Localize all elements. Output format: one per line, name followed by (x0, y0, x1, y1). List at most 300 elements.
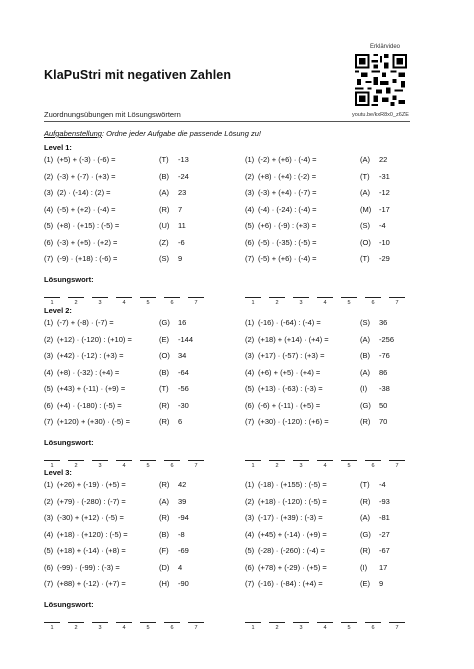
task-number: (4) (44, 367, 54, 377)
answer-letter: (A) (159, 496, 169, 506)
answer-value: -38 (379, 384, 390, 393)
task-row (44, 384, 234, 396)
task-expression: (-30) + (+12) · (-5) = (57, 513, 124, 522)
blank-number: 1 (251, 462, 255, 469)
blank-number: 4 (323, 624, 327, 631)
instruction (44, 129, 261, 138)
task-expression: (+88) + (-12) · (+7) = (57, 579, 126, 588)
answer-letter: (O) (360, 237, 371, 247)
answer-letter: (T) (360, 171, 370, 181)
answer-value: -6 (178, 237, 185, 247)
answer-blank[interactable] (245, 622, 261, 623)
answer-blank[interactable] (245, 460, 261, 461)
task-row (245, 497, 435, 509)
answer-letter: (T) (159, 155, 169, 164)
blank-number: 1 (50, 299, 54, 306)
blank-number: 7 (194, 462, 198, 469)
blank-number: 1 (50, 462, 54, 469)
task-expression: (+18) · (-120) : (-5) = (258, 496, 327, 506)
task-number: (6) (245, 237, 255, 247)
blank-number: 2 (275, 299, 279, 306)
answer-value: -24 (178, 171, 189, 181)
loesungswort-label: Lösungswort: (44, 599, 94, 609)
task-row (44, 530, 234, 542)
task-number: (1) (44, 480, 54, 489)
task-expression: (+30) · (-120) : (+6) = (258, 417, 329, 426)
blank-number: 5 (146, 462, 150, 469)
answer-blank[interactable] (245, 297, 261, 298)
task-number: (7) (245, 417, 255, 426)
answer-letter: (G) (159, 318, 170, 327)
task-number: (6) (245, 562, 255, 572)
answer-blank[interactable] (92, 460, 108, 461)
video-label: Erklärvideo (369, 44, 400, 50)
task-number: (7) (44, 579, 54, 588)
task-expression: (+8) · (+15) : (-5) = (57, 221, 120, 230)
answer-value: -69 (178, 546, 189, 555)
answer-blank[interactable] (164, 460, 180, 461)
answer-blank[interactable] (341, 622, 357, 623)
level-title: Level 2: (44, 306, 72, 315)
level-title: Level 1: (44, 143, 72, 152)
answer-letter: (E) (360, 579, 370, 588)
task-row (245, 384, 435, 396)
task-expression: (+26) + (-19) · (+5) = (57, 480, 126, 489)
blank-number: 2 (275, 624, 279, 631)
answer-value: -64 (178, 367, 189, 377)
task-number: (1) (44, 318, 54, 327)
task-expression: (-28) · (-260) : (-4) = (258, 546, 325, 555)
answer-letter: (B) (159, 529, 169, 539)
task-row (44, 172, 234, 184)
answer-value: 23 (178, 188, 187, 197)
task-expression: (+13) · (-63) : (-3) = (258, 384, 323, 393)
answer-blank[interactable] (68, 460, 84, 461)
answer-blank[interactable] (140, 622, 156, 623)
answer-blank[interactable] (293, 460, 309, 461)
task-row (245, 351, 435, 363)
task-row (44, 188, 234, 200)
task-row (245, 221, 435, 233)
answer-value: 6 (178, 417, 183, 426)
answer-value: 36 (379, 318, 388, 327)
task-expression: (-3) + (+4) · (-7) = (258, 188, 317, 197)
task-number: (4) (44, 529, 54, 539)
blank-number: 5 (347, 624, 351, 631)
answer-blank[interactable] (188, 622, 204, 623)
answer-value: 34 (178, 351, 187, 360)
task-number: (3) (245, 513, 255, 522)
task-row (245, 546, 435, 558)
task-expression: (-5) · (-35) : (-5) = (258, 237, 317, 247)
answer-letter: (A) (360, 513, 370, 522)
task-row (44, 417, 234, 429)
answer-letter: (R) (159, 513, 170, 522)
task-row (245, 318, 435, 330)
blank-number: 3 (98, 624, 102, 631)
task-expression: (+45) + (-14) · (+9) = (258, 529, 327, 539)
answer-blank[interactable] (92, 297, 108, 298)
blank-number: 4 (323, 299, 327, 306)
task-number: (2) (44, 171, 54, 181)
answer-value: -4 (379, 221, 386, 230)
answer-letter: (O) (159, 351, 170, 360)
answer-letter: (B) (159, 367, 169, 377)
answer-value: -94 (178, 513, 189, 522)
task-row (245, 335, 435, 347)
answer-letter: (R) (360, 546, 371, 555)
task-number: (3) (245, 351, 255, 360)
answer-letter: (I) (360, 384, 368, 393)
task-row (44, 546, 234, 558)
answer-value: 50 (379, 400, 388, 410)
task-number: (2) (245, 496, 255, 506)
answer-value: -90 (178, 579, 189, 588)
answer-letter: (G) (360, 529, 371, 539)
task-expression: (+6) · (-9) : (+3) = (258, 221, 317, 230)
answer-blank[interactable] (389, 297, 405, 298)
task-number: (6) (44, 237, 54, 247)
task-expression: (-6) + (-11) · (+5) = (258, 400, 321, 410)
blank-number: 5 (146, 624, 150, 631)
blank-number: 6 (170, 299, 174, 306)
answer-value: -12 (379, 188, 390, 197)
answer-value: -29 (379, 254, 390, 263)
answer-blank[interactable] (317, 622, 333, 623)
task-number: (2) (44, 334, 54, 344)
task-number: (5) (44, 546, 54, 555)
blank-number: 7 (395, 462, 399, 469)
task-row (245, 480, 435, 492)
answer-blank[interactable] (365, 297, 381, 298)
task-expression: (+4) · (-180) : (-5) = (57, 400, 122, 410)
header-divider (44, 121, 410, 122)
blank-number: 2 (74, 299, 78, 306)
answer-value: -27 (379, 529, 390, 539)
answer-value: -30 (178, 400, 189, 410)
video-url[interactable]: youtu.be/kxR8x0_z6ZE (352, 112, 409, 118)
task-expression: (-17) · (+39) : (-3) = (258, 513, 323, 522)
task-number: (7) (245, 579, 255, 588)
blank-number: 1 (251, 624, 255, 631)
task-number: (4) (245, 529, 255, 539)
answer-value: -17 (379, 204, 390, 214)
task-expression: (-99) · (-99) : (-3) = (57, 562, 120, 572)
task-expression: (-5) + (+6) · (-4) = (258, 254, 317, 263)
instruction-label: Aufgabenstellung (44, 129, 102, 138)
answer-blank[interactable] (188, 460, 204, 461)
answer-letter: (H) (159, 579, 170, 588)
answer-blank[interactable] (293, 622, 309, 623)
answer-letter: (R) (159, 480, 170, 489)
blank-number: 4 (323, 462, 327, 469)
answer-value: 16 (178, 318, 187, 327)
answer-letter: (B) (159, 171, 169, 181)
answer-letter: (F) (159, 546, 169, 555)
answer-letter: (R) (360, 496, 371, 506)
answer-letter: (E) (159, 334, 169, 344)
answer-letter: (A) (360, 367, 370, 377)
answer-value: -256 (379, 334, 395, 344)
answer-blank[interactable] (269, 622, 285, 623)
answer-value: 4 (178, 562, 183, 572)
blank-number: 7 (194, 299, 198, 306)
answer-value: -93 (379, 496, 390, 506)
answer-value: -31 (379, 171, 390, 181)
task-expression: (+8) · (+4) : (-2) = (258, 171, 317, 181)
task-row (245, 205, 435, 217)
answer-blank[interactable] (389, 622, 405, 623)
task-number: (7) (44, 254, 54, 263)
answer-value: 11 (178, 221, 186, 230)
task-number: (3) (44, 351, 54, 360)
task-expression: (+18) + (+14) · (+4) = (258, 334, 329, 344)
answer-letter: (B) (360, 351, 370, 360)
answer-letter: (G) (360, 400, 371, 410)
task-expression: (-7) + (-8) · (-7) = (57, 318, 114, 327)
task-row (245, 417, 435, 429)
task-number: (7) (245, 254, 255, 263)
blank-number: 5 (347, 462, 351, 469)
task-row (245, 368, 435, 380)
blank-number: 7 (395, 299, 399, 306)
blank-number: 3 (299, 299, 303, 306)
task-row (245, 238, 435, 250)
blank-number: 5 (146, 299, 150, 306)
answer-value: 42 (178, 480, 187, 489)
task-row (245, 563, 435, 575)
answer-blank[interactable] (365, 460, 381, 461)
task-expression: (-18) · (+155) : (-5) = (258, 480, 327, 489)
task-number: (6) (245, 400, 255, 410)
answer-value: 86 (379, 367, 388, 377)
answer-blank[interactable] (44, 460, 60, 461)
task-row (245, 513, 435, 525)
answer-blank[interactable] (140, 460, 156, 461)
task-number: (1) (245, 318, 255, 327)
answer-letter: (T) (360, 254, 370, 263)
answer-blank[interactable] (68, 297, 84, 298)
task-row (44, 563, 234, 575)
answer-value: 7 (178, 204, 183, 214)
task-row (245, 172, 435, 184)
answer-blank[interactable] (293, 297, 309, 298)
answer-letter: (S) (360, 318, 370, 327)
task-expression: (+79) · (-280) : (-7) = (57, 496, 126, 506)
loesungswort-label: Lösungswort: (44, 437, 94, 447)
answer-value: -13 (178, 155, 189, 164)
answer-value: 17 (379, 562, 388, 572)
task-expression: (-16) · (-84) : (+4) = (258, 579, 323, 588)
task-expression: (+12) · (-120) : (+10) = (57, 334, 132, 344)
task-number: (3) (245, 188, 255, 197)
blank-number: 3 (299, 624, 303, 631)
answer-value: -8 (178, 529, 185, 539)
task-row (245, 254, 435, 266)
answer-blank[interactable] (341, 460, 357, 461)
task-row (44, 318, 234, 330)
task-row (44, 254, 234, 266)
task-expression: (+18) · (+120) : (-5) = (57, 529, 128, 539)
task-expression: (+120) + (+30) · (-5) = (57, 417, 130, 426)
task-row (245, 188, 435, 200)
task-row (44, 335, 234, 347)
task-expression: (-5) + (+2) · (-4) = (57, 204, 116, 214)
worksheet-subtitle: Zuordnungsübungen mit Lösungswörtern (44, 110, 181, 119)
answer-blank[interactable] (269, 460, 285, 461)
blank-number: 6 (170, 624, 174, 631)
task-row (44, 351, 234, 363)
task-expression: (2) · (-14) : (2) = (57, 188, 111, 197)
answer-blank[interactable] (116, 622, 132, 623)
answer-letter: (A) (159, 188, 169, 197)
blank-number: 7 (395, 624, 399, 631)
answer-blank[interactable] (164, 622, 180, 623)
blank-number: 3 (98, 462, 102, 469)
answer-blank[interactable] (164, 297, 180, 298)
task-number: (5) (44, 384, 54, 393)
answer-letter: (I) (360, 562, 368, 572)
answer-blank[interactable] (116, 297, 132, 298)
answer-blank[interactable] (92, 622, 108, 623)
answer-blank[interactable] (365, 622, 381, 623)
task-row (245, 530, 435, 542)
instruction-text: : Ordne jeder Aufgabe die passende Lösung zu! (101, 129, 261, 138)
level-title: Level 3: (44, 468, 72, 477)
blank-number: 2 (74, 624, 78, 631)
answer-letter: (R) (159, 417, 170, 426)
task-row (44, 238, 234, 250)
answer-letter: (Z) (159, 237, 169, 247)
task-row (245, 401, 435, 413)
answer-value: 70 (379, 417, 388, 426)
answer-blank[interactable] (44, 297, 60, 298)
task-row (44, 205, 234, 217)
task-expression: (-3) + (+5) · (+2) = (57, 237, 118, 247)
task-expression: (-4) · (-24) : (-4) = (258, 204, 317, 214)
answer-letter: (R) (159, 400, 170, 410)
answer-letter: (S) (360, 221, 370, 230)
task-number: (5) (44, 221, 54, 230)
blank-number: 5 (347, 299, 351, 306)
blank-number: 6 (371, 299, 375, 306)
answer-blank[interactable] (188, 297, 204, 298)
task-number: (3) (44, 513, 54, 522)
task-number: (4) (44, 204, 54, 214)
blank-number: 6 (371, 462, 375, 469)
blank-number: 3 (98, 299, 102, 306)
answer-value: 22 (379, 155, 388, 164)
answer-value: 39 (178, 496, 187, 506)
answer-blank[interactable] (68, 622, 84, 623)
task-row (44, 401, 234, 413)
task-number: (5) (245, 221, 255, 230)
blank-number: 3 (299, 462, 303, 469)
answer-value: -10 (379, 237, 390, 247)
answer-letter: (T) (159, 384, 169, 393)
answer-blank[interactable] (116, 460, 132, 461)
task-expression: (+5) + (-3) · (-6) = (57, 155, 116, 164)
answer-blank[interactable] (269, 297, 285, 298)
answer-letter: (M) (360, 204, 372, 214)
task-number: (5) (245, 546, 255, 555)
answer-value: 9 (178, 254, 183, 263)
task-expression: (+78) + (-29) · (+5) = (258, 562, 327, 572)
answer-letter: (A) (360, 188, 370, 197)
task-expression: (-2) + (+6) · (-4) = (258, 155, 317, 164)
loesungswort-label: Lösungswort: (44, 274, 94, 284)
answer-value: 9 (379, 579, 384, 588)
task-number: (7) (44, 417, 54, 426)
blank-number: 6 (170, 462, 174, 469)
task-expression: (+6) + (+5) · (+4) = (258, 367, 321, 377)
answer-letter: (A) (360, 155, 370, 164)
answer-letter: (R) (360, 417, 371, 426)
answer-blank[interactable] (341, 297, 357, 298)
blank-number: 1 (50, 624, 54, 631)
blank-number: 4 (122, 299, 126, 306)
answer-blank[interactable] (317, 460, 333, 461)
blank-number: 4 (122, 462, 126, 469)
task-number: (3) (44, 188, 54, 197)
task-number: (1) (245, 155, 255, 164)
task-row (44, 155, 234, 167)
answer-value: -67 (379, 546, 390, 555)
task-expression: (+43) + (-11) · (+9) = (57, 384, 126, 393)
task-number: (1) (44, 155, 54, 164)
answer-blank[interactable] (389, 460, 405, 461)
task-row (44, 368, 234, 380)
blank-number: 2 (275, 462, 279, 469)
blank-number: 4 (122, 624, 126, 631)
task-row (245, 155, 435, 167)
task-row (44, 579, 234, 591)
blank-number: 1 (251, 299, 255, 306)
answer-letter: (A) (360, 334, 370, 344)
task-number: (4) (245, 367, 255, 377)
task-expression: (+18) + (-14) · (+8) = (57, 546, 126, 555)
answer-value: -76 (379, 351, 390, 360)
answer-letter: (D) (159, 562, 170, 572)
task-row (44, 513, 234, 525)
task-number: (2) (44, 496, 54, 506)
blank-number: 7 (194, 624, 198, 631)
task-number: (2) (245, 171, 255, 181)
answer-letter: (T) (360, 480, 370, 489)
answer-blank[interactable] (317, 297, 333, 298)
task-row (44, 480, 234, 492)
answer-value: -81 (379, 513, 390, 522)
task-number: (4) (245, 204, 255, 214)
qr-code-icon[interactable] (355, 54, 407, 106)
worksheet-title: KlaPuStri mit negativen Zahlen (44, 68, 232, 82)
task-expression: (-9) · (+18) : (-6) = (57, 254, 118, 263)
answer-letter: (R) (159, 204, 170, 214)
task-row (44, 497, 234, 509)
task-number: (1) (245, 480, 255, 489)
task-expression: (+17) · (-57) : (+3) = (258, 351, 325, 360)
task-expression: (-3) + (-7) · (+3) = (57, 171, 116, 181)
task-row (44, 221, 234, 233)
answer-blank[interactable] (44, 622, 60, 623)
answer-letter: (U) (159, 221, 170, 230)
task-expression: (+42) · (-12) : (+3) = (57, 351, 124, 360)
task-expression: (+8) · (-32) : (+4) = (57, 367, 120, 377)
task-expression: (-16) · (-64) : (-4) = (258, 318, 321, 327)
answer-blank[interactable] (140, 297, 156, 298)
task-number: (6) (44, 400, 54, 410)
blank-number: 2 (74, 462, 78, 469)
